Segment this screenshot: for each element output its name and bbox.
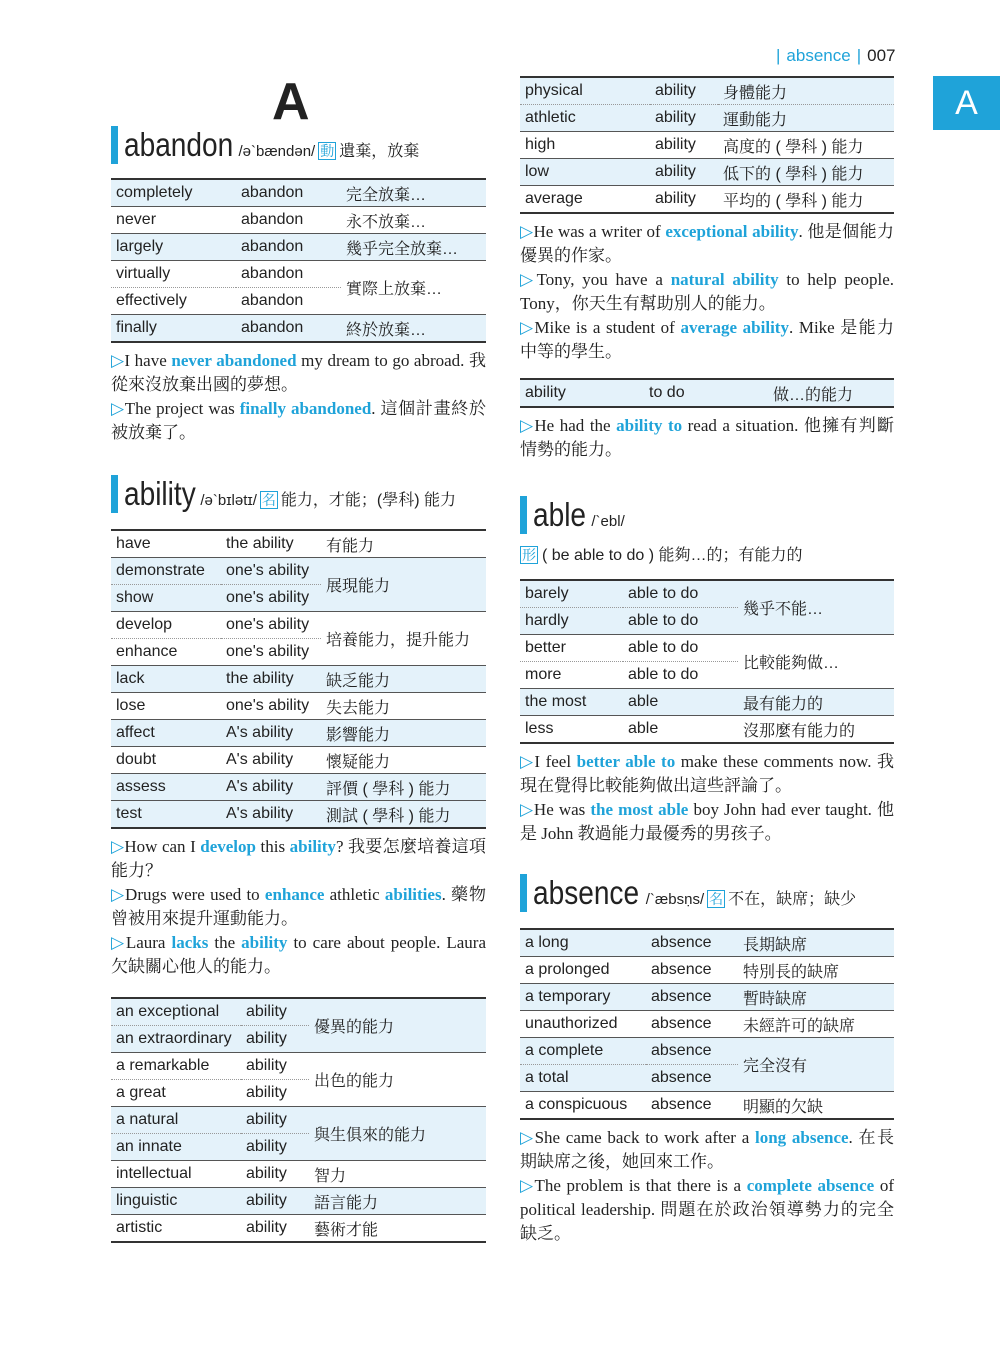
table-row: better able to do 比較能夠做… — [520, 635, 894, 662]
headword-marker — [520, 874, 527, 912]
table-row: an innate ability — [111, 1134, 486, 1161]
pos-badge: 名 — [261, 492, 276, 508]
headword-marker — [111, 126, 118, 164]
table-row: high ability 高度的 ( 學科 ) 能力 — [520, 132, 894, 159]
table-row: affect A's ability 影響能力 — [111, 720, 486, 747]
able-definition: 形 ( be able to do ) 能夠…的；有能力的 — [522, 547, 803, 564]
table-row: effectively abandon — [111, 288, 486, 315]
table-row: artistic ability 藝術才能 — [111, 1215, 486, 1243]
table-row: linguistic ability 語言能力 — [111, 1188, 486, 1215]
example-sentence: ▷I have never abandoned my dream to go abroad. 我從來沒放棄出國的夢想。 — [111, 351, 487, 394]
table-row: athletic ability 運動能力 — [520, 105, 894, 132]
table-row: average ability 平均的 ( 學科 ) 能力 — [520, 186, 894, 214]
example-sentence: ▷The project was finally abandoned. 這個計畫終於被放棄了。 — [111, 399, 486, 442]
example-sentence: ▷The problem is that there is a complete absence of political leadership. 問題在於政治領導勢力的完全缺乏。 — [520, 1176, 894, 1243]
table-row: intellectual ability 智力 — [111, 1161, 486, 1188]
headword-marker — [520, 496, 527, 534]
table-row: assess A's ability 評價 ( 學科 ) 能力 — [111, 774, 486, 801]
table-row: ability to do 做…的能力 — [520, 379, 894, 407]
table-row: physical ability 身體能力 — [520, 77, 894, 105]
headword-absence: absence /`æbsṇs/ 名 不在，缺席；缺少 — [520, 874, 894, 912]
table-row: completely abandon 完全放棄… — [111, 179, 486, 207]
table-row: low ability 低下的 ( 學科 ) 能力 — [520, 159, 894, 186]
table-row: have the ability 有能力 — [111, 530, 486, 558]
example-sentence: ▷Tony, you have a natural ability to help people. Tony，你天生有幫助別人的能力。 — [520, 270, 894, 313]
example-sentence: ▷Laura lacks the ability to care about people. Laura 欠缺關心他人的能力。 — [111, 933, 486, 976]
table-row: a long absence 長期缺席 — [520, 929, 894, 957]
table-row: lose one's ability 失去能力 — [111, 693, 486, 720]
headword-marker — [111, 475, 118, 513]
collocation-table-ability-types — [520, 76, 894, 214]
pos-badge: 形 — [522, 547, 536, 563]
table-row: show one's ability — [111, 585, 486, 612]
example-sentence: ▷I feel better able to make these comments now. 我現在覺得比較能夠做出這些評論了。 — [520, 752, 894, 795]
example-sentence: ▷Mike is a student of average ability. Mike 是能力中等的學生。 — [520, 318, 895, 361]
collocation-table-ability-to-do — [520, 378, 894, 408]
page-number: 007 — [867, 46, 896, 65]
collocation-table-able — [520, 579, 894, 744]
table-row: a complete absence 完全沒有 — [520, 1038, 894, 1065]
table-row: develop one's ability 培養能力，提升能力 — [111, 612, 486, 639]
collocation-table-absence — [520, 928, 894, 1120]
collocation-table-abandon — [111, 178, 486, 343]
headword-abandon: abandon /ə`bændən/ 動 遺棄，放棄 — [111, 126, 486, 164]
table-row: hardly able to do — [520, 608, 894, 635]
table-row: a temporary absence 暫時缺席 — [520, 984, 894, 1011]
table-row: less able 沒那麼有能力的 — [520, 716, 894, 744]
table-row: doubt A's ability 懷疑能力 — [111, 747, 486, 774]
table-row: an exceptional ability 優異的能力 — [111, 998, 486, 1026]
table-row: never abandon 永不放棄… — [111, 207, 486, 234]
headword-ability: ability /ə`bɪlətɪ/ 名 能力，才能；(學科) 能力 — [111, 475, 486, 513]
table-row: barely able to do 幾乎不能… — [520, 580, 894, 608]
pos-badge: 動 — [320, 143, 335, 159]
table-row: test A's ability 測試 ( 學科 ) 能力 — [111, 801, 486, 829]
collocation-table-ability-adjectives — [111, 997, 486, 1243]
running-header: | absence | 007 — [776, 46, 896, 65]
headword-able: able /`ebl/ — [520, 496, 894, 534]
table-row: the most able 最有能力的 — [520, 689, 894, 716]
table-row: enhance one's ability — [111, 639, 486, 666]
table-row: more able to do — [520, 662, 894, 689]
table-row: a remarkable ability 出色的能力 — [111, 1053, 486, 1080]
table-row: an extraordinary ability — [111, 1026, 486, 1053]
letter-tab[interactable]: A — [933, 76, 1000, 130]
example-sentence: ▷He was the most able boy John had ever taught. 他是 John 教過能力最優秀的男孩子。 — [520, 800, 895, 843]
example-sentence: ▷He was a writer of exceptional ability. 他是個能力優異的作家。 — [520, 222, 894, 265]
table-row: finally abandon 終於放棄… — [111, 315, 486, 343]
example-sentence: ▷Drugs were used to enhance athletic abilities. 藥物曾被用來提升運動能力。 — [111, 885, 487, 928]
table-row: a prolonged absence 特別長的缺席 — [520, 957, 894, 984]
table-row: demonstrate one's ability 展現能力 — [111, 558, 486, 585]
table-row: virtually abandon 實際上放棄… — [111, 261, 486, 288]
collocation-table-ability-verbs — [111, 529, 486, 829]
pos-badge: 名 — [709, 891, 724, 907]
table-row: a great ability — [111, 1080, 486, 1107]
section-letter: A — [272, 73, 310, 131]
table-row: unauthorized absence 未經許可的缺席 — [520, 1011, 894, 1038]
table-row: a natural ability 與生俱來的能力 — [111, 1107, 486, 1134]
table-row: lack the ability 缺乏能力 — [111, 666, 486, 693]
table-row: a conspicuous absence 明顯的欠缺 — [520, 1092, 894, 1120]
header-word: absence — [786, 46, 851, 65]
example-sentence: ▷She came back to work after a long absence. 在長期缺席之後，她回來工作。 — [520, 1128, 895, 1171]
example-sentence: ▷He had the ability to read a situation. 他擁有判斷情勢的能力。 — [520, 416, 894, 459]
table-row: largely abandon 幾乎完全放棄… — [111, 234, 486, 261]
table-row: a total absence — [520, 1065, 894, 1092]
example-sentence: ▷How can I develop this ability? 我要怎麼培養這項能力？ — [111, 837, 487, 880]
